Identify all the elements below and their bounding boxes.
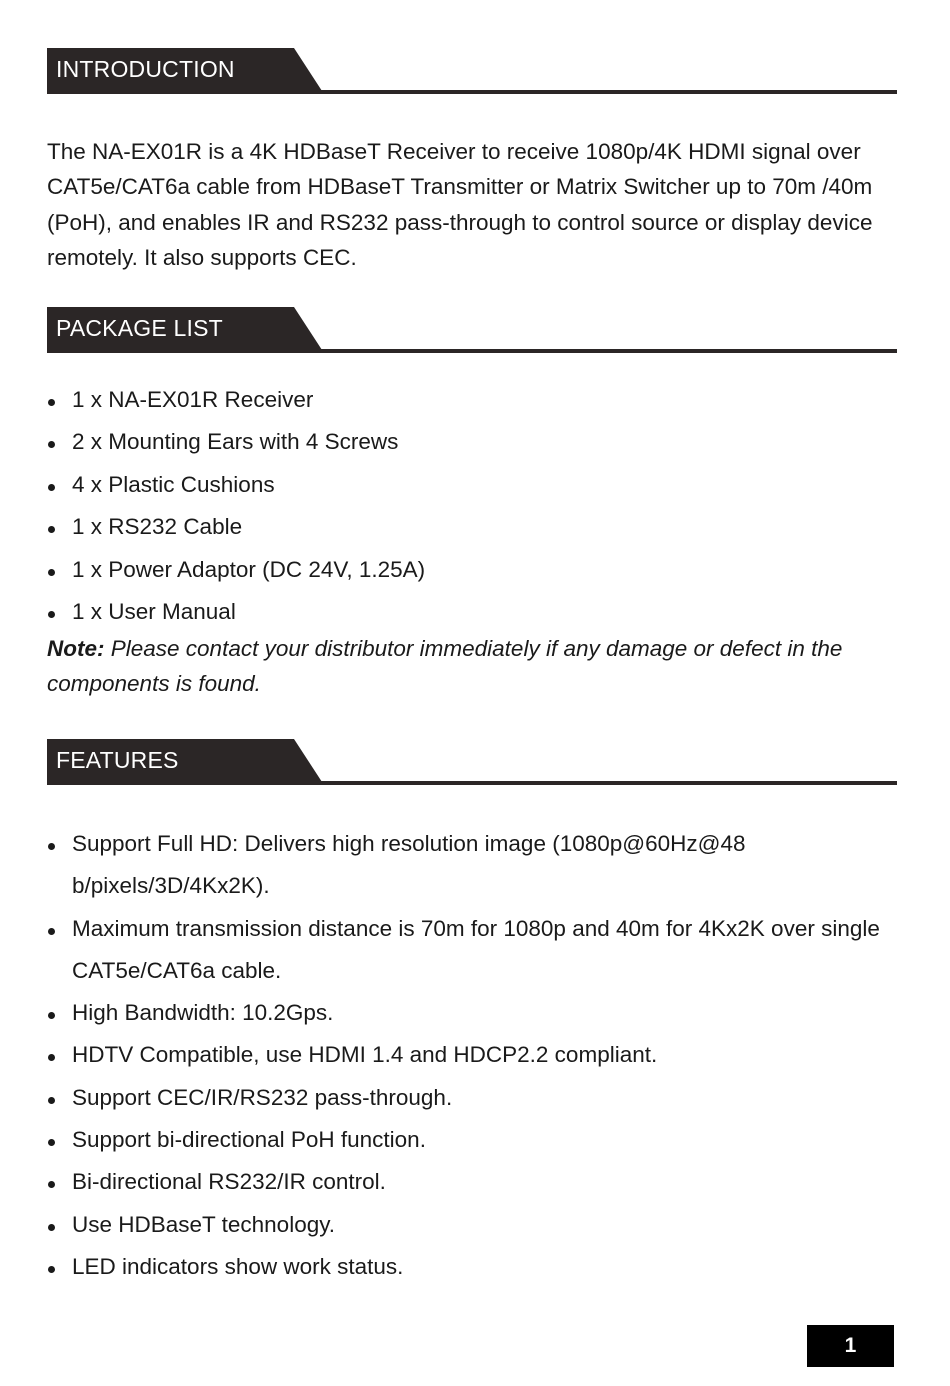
list-item-text: 4 x Plastic Cushions [72, 471, 275, 497]
section-header-package-list [47, 307, 897, 353]
list-item-text: Support bi-directional PoH function. [72, 1127, 426, 1153]
list-item-text: Use HDBaseT technology. [72, 1211, 336, 1237]
list-item-text: Support Full HD: Delivers high resolution image (1080p@60Hz@48 b/pixels/3D/4Kx2K). [72, 831, 746, 899]
list-item-text: Bi-directional RS232/IR control. [72, 1169, 386, 1195]
list-item [47, 1161, 907, 1203]
list-item-text: Support CEC/IR/RS232 pass-through. [72, 1084, 453, 1110]
bullet-icon [48, 611, 55, 618]
bullet-icon [48, 441, 55, 448]
note-label: Note: [47, 636, 105, 661]
list-item-text: 1 x RS232 Cable [72, 514, 243, 540]
list-item [47, 1077, 907, 1119]
list-item [47, 823, 907, 908]
section-title: INTRODUCTION [56, 56, 235, 82]
list-item-text: High Bandwidth: 10.2Gps. [72, 1000, 334, 1026]
list-item [47, 506, 907, 548]
section-title: FEATURES [56, 747, 179, 773]
bullet-icon [48, 526, 55, 533]
bullet-icon [48, 1054, 55, 1061]
list-item-text: 1 x Power Adaptor (DC 24V, 1.25A) [72, 556, 426, 582]
list-item [47, 1034, 907, 1076]
bullet-icon [48, 1012, 55, 1019]
bullet-icon [48, 1181, 55, 1188]
page-number: 1 [807, 1325, 894, 1367]
list-item-text: 2 x Mounting Ears with 4 Screws [72, 429, 399, 455]
bullet-icon [48, 1224, 55, 1231]
list-item [47, 549, 907, 591]
list-item-text: 1 x NA-EX01R Receiver [72, 387, 314, 412]
list-item-text: Maximum transmission distance is 70m for 1080p and 40m for 4Kx2K over single CAT5e/CAT6a cable. [72, 915, 880, 983]
list-item-text: LED indicators show work status. [72, 1253, 404, 1279]
note-text: Please contact your distributor immediately if any damage or defect in the components is found. [47, 636, 843, 697]
introduction-paragraph: The NA-EX01R is a 4K HDBaseT Receiver to receive 1080p/4K HDMI signal over CAT5e/CAT6a cable from HDBaseT Transmitter or Matrix Switcher up to 70m /40m (PoH), and enables IR and RS232 pass-through to control source or display device remotely. It also supports CEC. [47, 139, 873, 270]
list-item [47, 379, 907, 421]
section-rule [47, 90, 897, 94]
list-item [47, 992, 907, 1034]
bullet-icon [48, 569, 55, 576]
features-list [47, 823, 907, 1288]
package-list [47, 379, 907, 633]
list-item [47, 591, 907, 633]
section-rule [47, 781, 897, 785]
bullet-icon [48, 484, 55, 491]
list-item-text: HDTV Compatible, use HDMI 1.4 and HDCP2.2 compliant. [72, 1042, 658, 1068]
list-item [47, 464, 907, 506]
bullet-icon [48, 399, 55, 406]
list-item [47, 1119, 907, 1161]
section-rule [47, 349, 897, 353]
list-item [47, 1204, 907, 1246]
list-item [47, 908, 907, 993]
bullet-icon [48, 928, 55, 935]
list-item [47, 421, 907, 463]
bullet-icon [48, 1139, 55, 1146]
package-note [47, 631, 897, 702]
section-header-features [47, 739, 897, 785]
section-header-introduction [47, 48, 897, 94]
section-title: PACKAGE LIST [56, 315, 223, 341]
list-item [47, 1246, 907, 1288]
bullet-icon [48, 843, 55, 850]
bullet-icon [48, 1097, 55, 1104]
bullet-icon [48, 1266, 55, 1273]
list-item-text: 1 x User Manual [72, 598, 236, 624]
